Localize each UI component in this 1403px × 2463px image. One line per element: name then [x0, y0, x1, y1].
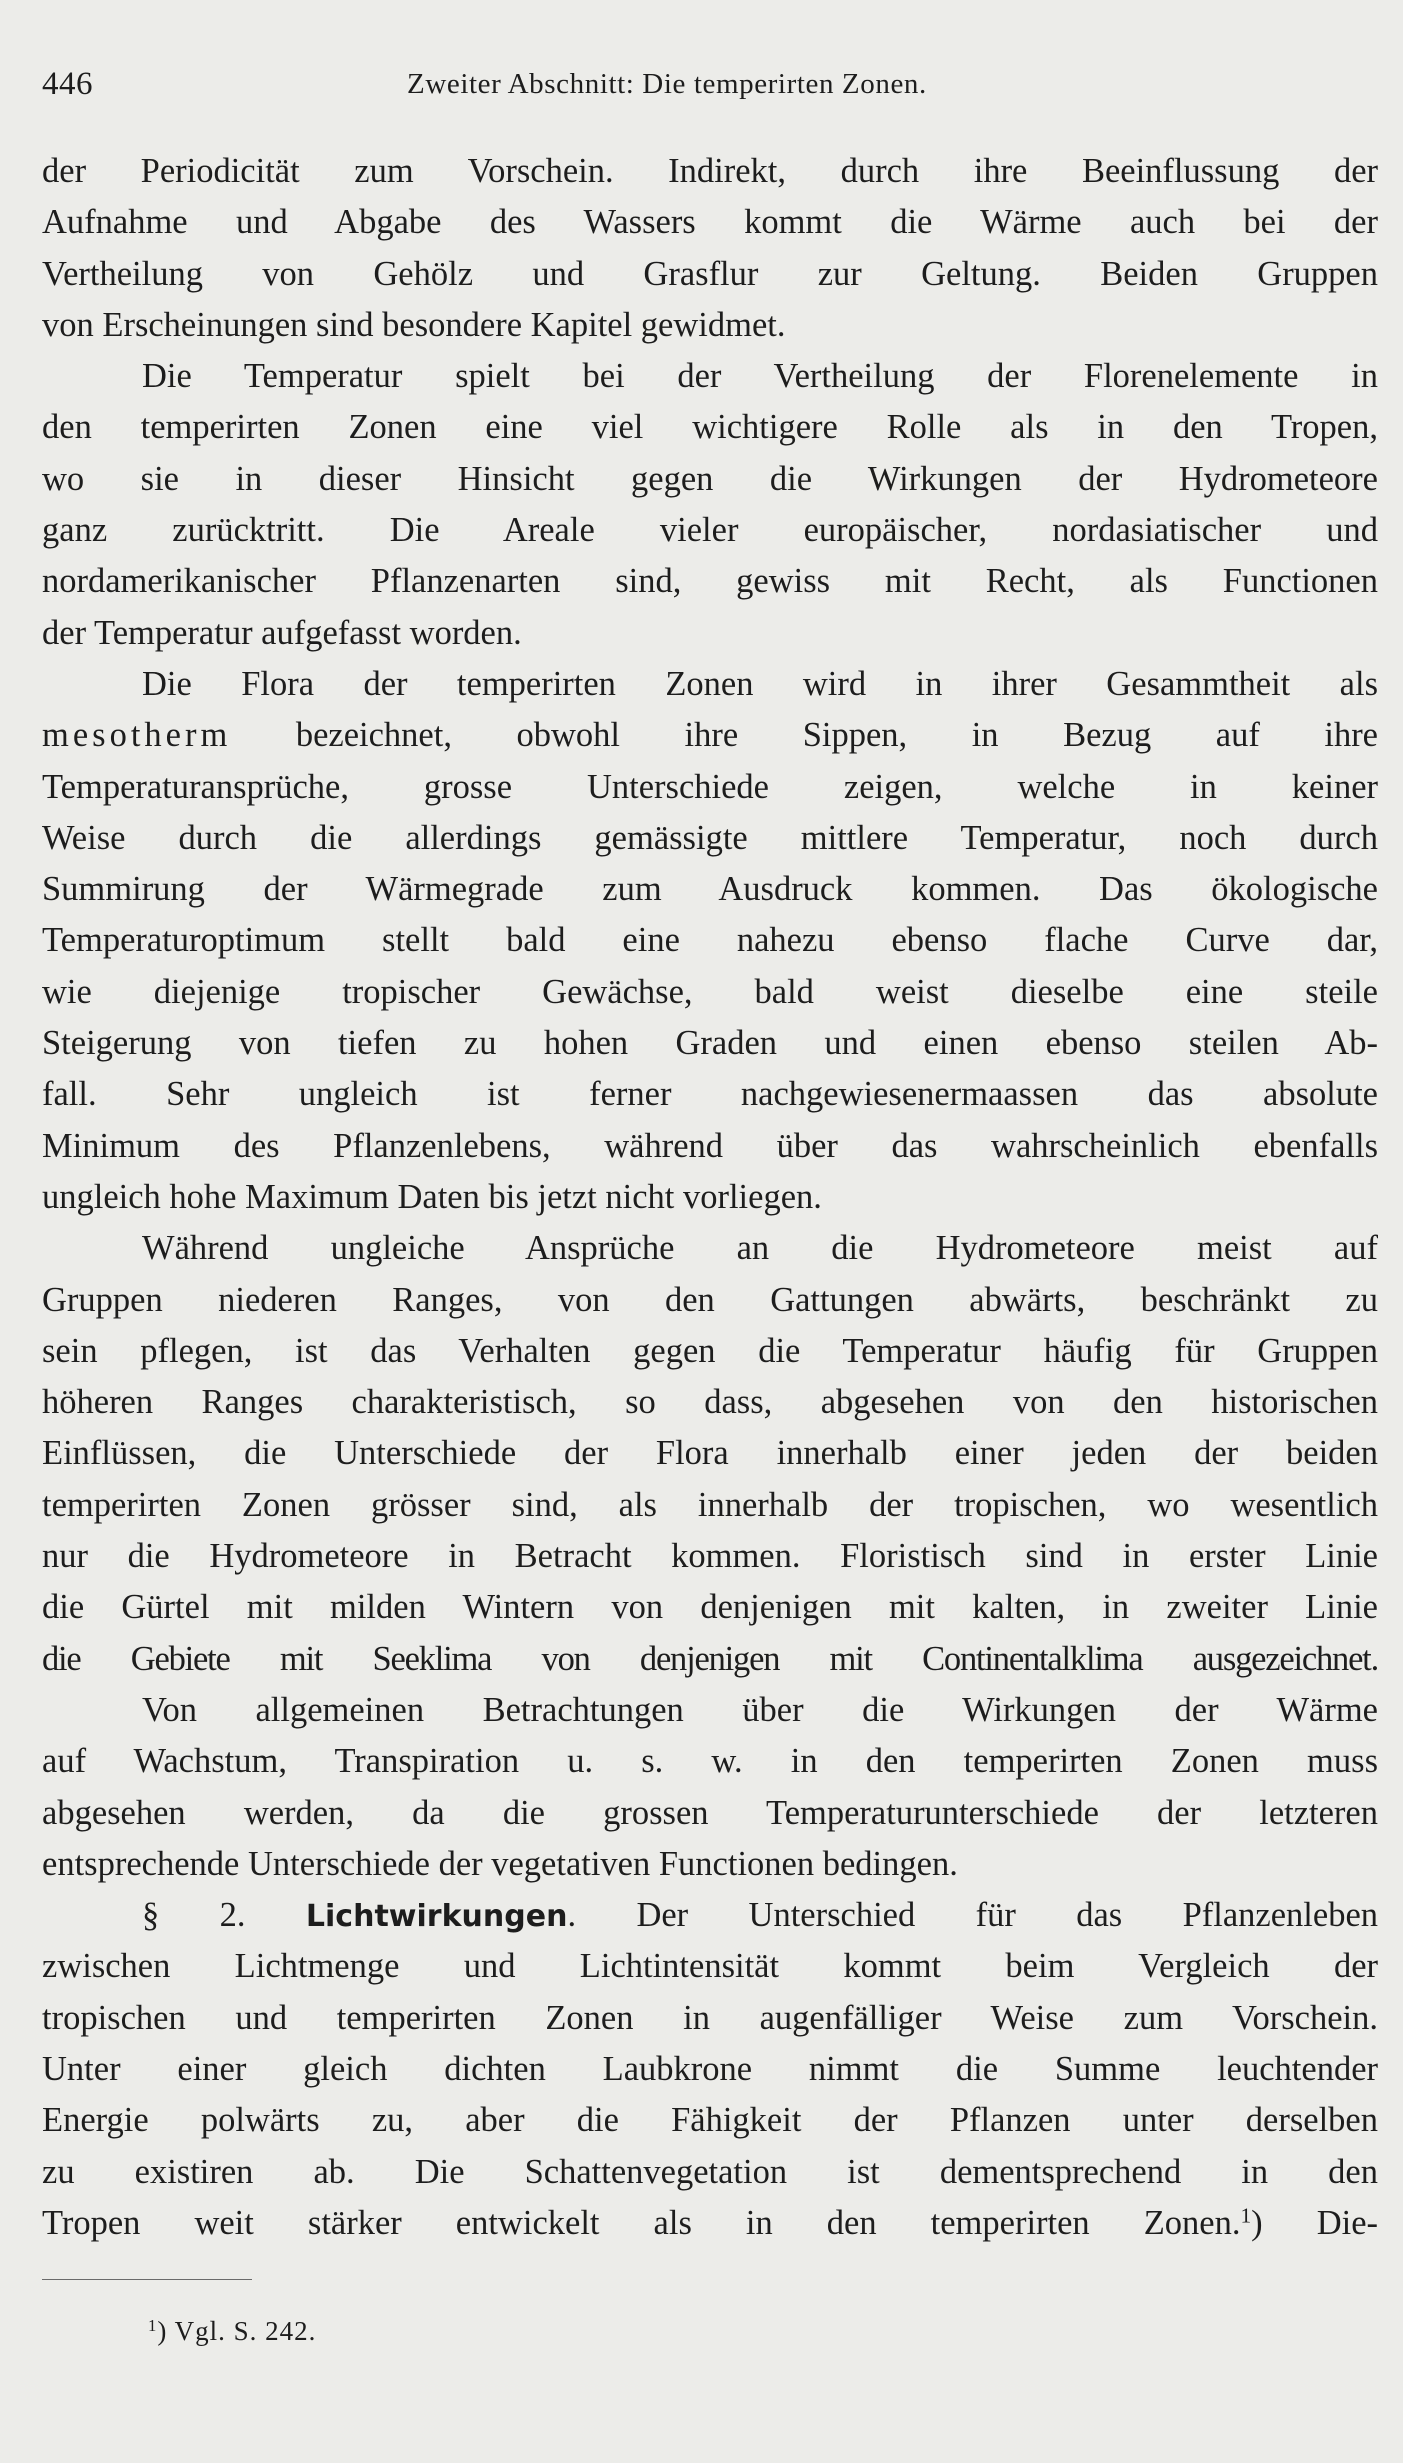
text-line: der Periodicität zum Vorschein. Indirekt, durch ihre Beeinflussung der [42, 152, 1378, 190]
text-line: den temperirten Zonen eine viel wichtigere Rolle als in den Tropen, [42, 408, 1378, 447]
text-line: sein pflegen, ist das Verhalten gegen die Temperatur häufig für Gruppen [42, 1331, 1378, 1370]
text-line: ungleich hohe Maximum Daten bis jetzt nicht vorliegen. [42, 1177, 822, 1216]
spaced-term: mesotherm [42, 716, 232, 755]
text-line: zu existiren ab. Die Schattenvegetation ist dementsprechend in den [42, 2152, 1378, 2191]
text-line: temperirten Zonen grösser sind, als innerhalb der tropischen, wo wesentlich [42, 1485, 1378, 1524]
text-line: die Gebiete mit Seeklima von denjenigen mit Continentalklima ausgezeichnet. [42, 1639, 1378, 1678]
text-line: Aufnahme und Abgabe des Wassers kommt die Wärme auch bei der [42, 203, 1378, 242]
text-line [42, 710, 1378, 761]
text-line: Die Flora der temperirten Zonen wird in ihrer Gesammtheit als [142, 664, 1378, 703]
page-header [42, 60, 1382, 116]
text-line: Energie polwärts zu, aber die Fähigkeit der Pflanzen unter derselben [42, 2101, 1378, 2140]
text-line: fall. Sehr ungleich ist ferner nachgewiesenermaassen das absolute [42, 1075, 1378, 1114]
section-heading: Lichtwirkungen [305, 1899, 568, 1935]
text-line: Gruppen niederen Ranges, von den Gattungen abwärts, beschränkt zu [42, 1280, 1378, 1319]
footnote-divider [42, 2279, 252, 2280]
text-run: ) Die- [1251, 2203, 1378, 2242]
text-line: Vertheilung von Gehölz und Grasflur zur Geltung. Beiden Gruppen [42, 254, 1378, 293]
body-text [42, 146, 1378, 2249]
footnote-reference: 1 [1240, 2203, 1252, 2228]
text-line: abgesehen werden, da die grossen Temperaturunterschiede der letzteren [42, 1793, 1378, 1832]
text-line: zwischen Lichtmenge und Lichtintensität kommt beim Vergleich der [42, 1947, 1378, 1986]
text-line: Temperaturansprüche, grosse Unterschiede zeigen, welche in keiner [42, 767, 1378, 806]
footnote-mark: 1 [148, 2315, 158, 2335]
text-line: Unter einer gleich dichten Laubkrone nimmt die Summe leuchtender [42, 2049, 1378, 2088]
text-line [42, 2198, 1378, 2249]
text-line: Weise durch die allerdings gemässigte mittlere Temperatur, noch durch [42, 818, 1378, 857]
text-line: Temperaturoptimum stellt bald eine nahezu ebenso flache Curve dar, [42, 921, 1378, 960]
text-line: von Erscheinungen sind besondere Kapitel gewidmet. [42, 305, 786, 344]
section-number: § 2. [142, 1896, 246, 1935]
text-line: ganz zurücktritt. Die Areale vieler europäischer, nordasiatischer und [42, 511, 1378, 550]
text-line: Die Temperatur spielt bei der Vertheilung der Florenelemente in [142, 357, 1378, 396]
text-line: Von allgemeinen Betrachtungen über die Wirkungen der Wärme [142, 1690, 1378, 1729]
text-line: tropischen und temperirten Zonen in augenfälliger Weise zum Vorschein. [42, 1998, 1378, 2037]
text-line: Summirung der Wärmegrade zum Ausdruck kommen. Das ökologische [42, 870, 1378, 909]
text-line: Während ungleiche Ansprüche an die Hydrometeore meist auf [142, 1229, 1378, 1268]
text-line: wie diejenige tropischer Gewächse, bald weist dieselbe eine steile [42, 972, 1378, 1011]
page-number: 446 [42, 66, 93, 102]
text-line: entsprechende Unterschiede der vegetativen Functionen bedingen. [42, 1844, 958, 1883]
footnote-text: ) Vgl. S. 242. [157, 2316, 317, 2346]
footnote [148, 2316, 316, 2347]
text-run: Tropen weit stärker entwickelt als in den temperirten Zonen. [42, 2203, 1241, 2242]
text-line: Einflüssen, die Unterschiede der Flora innerhalb einer jeden der beiden [42, 1434, 1378, 1473]
text-run: . Der Unterschied für das Pflanzenleben [567, 1896, 1378, 1935]
text-line: auf Wachstum, Transpiration u. s. w. in den temperirten Zonen muss [42, 1742, 1378, 1781]
text-line: nordamerikanischer Pflanzenarten sind, gewiss mit Recht, als Functionen [42, 562, 1378, 601]
running-title: Zweiter Abschnitt: Die temperirten Zonen. [407, 68, 927, 100]
text-line [42, 1890, 1378, 1941]
text-run: bezeichnet, obwohl ihre Sippen, in Bezug auf ihre [231, 716, 1378, 755]
text-line: wo sie in dieser Hinsicht gegen die Wirkungen der Hydrometeore [42, 459, 1378, 498]
text-line: die Gürtel mit milden Wintern von denjenigen mit kalten, in zweiter Linie [42, 1588, 1378, 1627]
text-line: höheren Ranges charakteristisch, so dass, abgesehen von den historischen [42, 1383, 1378, 1422]
text-line: der Temperatur aufgefasst worden. [42, 613, 522, 652]
text-line: Minimum des Pflanzenlebens, während über das wahrscheinlich ebenfalls [42, 1126, 1378, 1165]
text-line: nur die Hydrometeore in Betracht kommen. Floristisch sind in erster Linie [42, 1537, 1378, 1576]
text-line: Steigerung von tiefen zu hohen Graden und einen ebenso steilen Ab- [42, 1024, 1378, 1063]
